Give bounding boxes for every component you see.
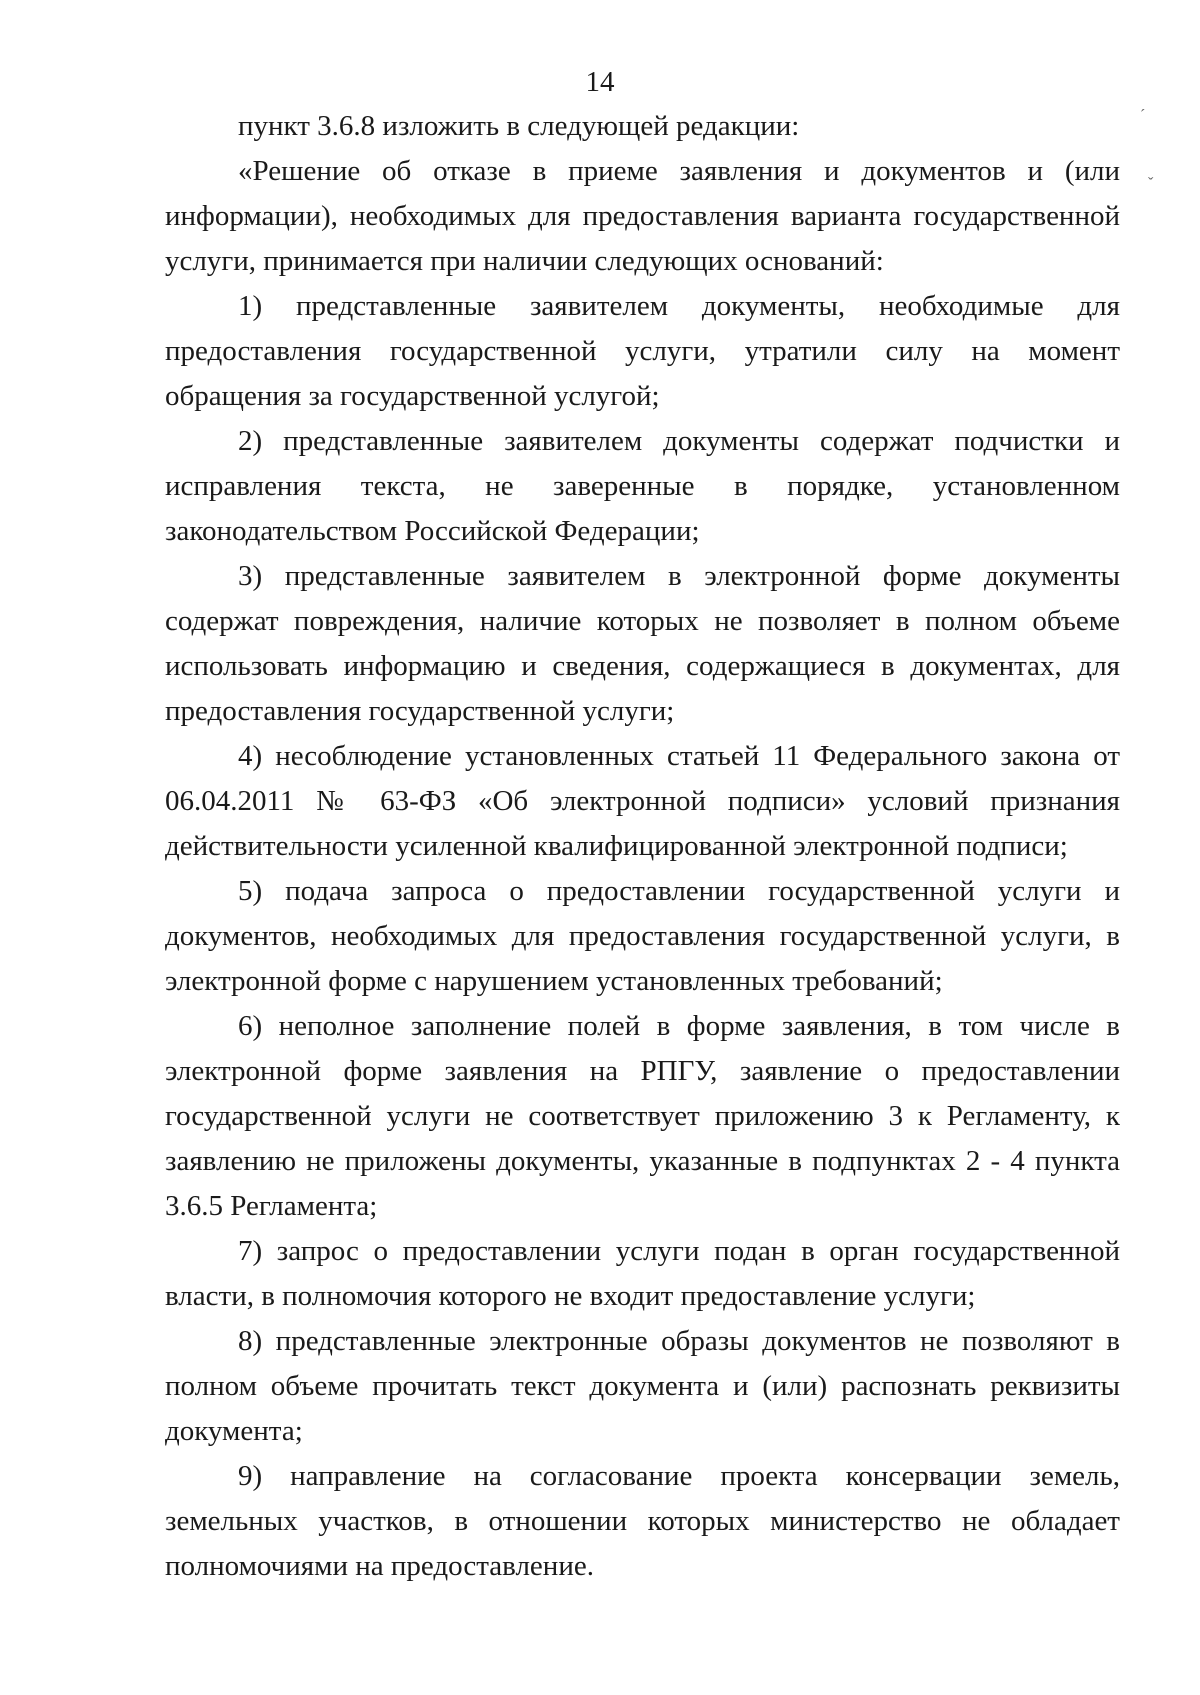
list-item-4: 4) несоблюдение установленных статьей 11 Федерального закона от 06.04.2011 № 63-ФЗ «Об электронной подписи» условий признания действительности усиленной квалифицированной электронной подписи;: [165, 740, 1120, 862]
list-item-8: 8) представленные электронные образы документов не позволяют в полном объеме прочитать текст документа и (или) распознать реквизиты документа;: [165, 1325, 1120, 1447]
list-item-5: 5) подача запроса о предоставлении государственной услуги и документов, необходимых для предоставления государственной услуги, в электронной форме с нарушением установленных требований;: [165, 875, 1120, 997]
list-item-2: 2) представленные заявителем документы содержат подчистки и исправления текста, не заверенные в порядке, установленном законодательством Российской Федерации;: [165, 425, 1120, 547]
scan-mark-top: ˊ: [1140, 107, 1146, 124]
scan-mark-margin: ˇ: [1148, 175, 1154, 192]
list-item-3: 3) представленные заявителем в электронной форме документы содержат повреждения, наличие которых не позволяет в полном объеме использовать информацию и сведения, содержащиеся в документах, для предоставления государственной услуги;: [165, 560, 1120, 727]
list-item-9: 9) направление на согласование проекта консервации земель, земельных участков, в отношении которых министерство не обладает полномочиями на предоставление.: [165, 1460, 1120, 1582]
page-number: 14: [585, 66, 615, 98]
list-item-7: 7) запрос о предоставлении услуги подан в орган государственной власти, в полномочия которого не входит предоставление услуги;: [165, 1235, 1120, 1312]
document-body: [165, 104, 1120, 1589]
opening-paragraph: «Решение об отказе в приеме заявления и документов и (или информации), необходимых для предоставления варианта государственной услуги, принимается при наличии следующих оснований:: [165, 155, 1120, 277]
list-item-6: 6) неполное заполнение полей в форме заявления, в том числе в электронной форме заявления на РПГУ, заявление о предоставлении государственной услуги не соответствует приложению 3 к Регламенту, к заявлению не приложены документы, указанные в подпунктах 2 - 4 пункта 3.6.5 Регламента;: [165, 1010, 1120, 1222]
list-item-1: 1) представленные заявителем документы, необходимые для предоставления государственной услуги, утратили силу на момент обращения за государственной услугой;: [165, 290, 1120, 412]
intro-paragraph: пункт 3.6.8 изложить в следующей редакции:: [238, 110, 800, 142]
